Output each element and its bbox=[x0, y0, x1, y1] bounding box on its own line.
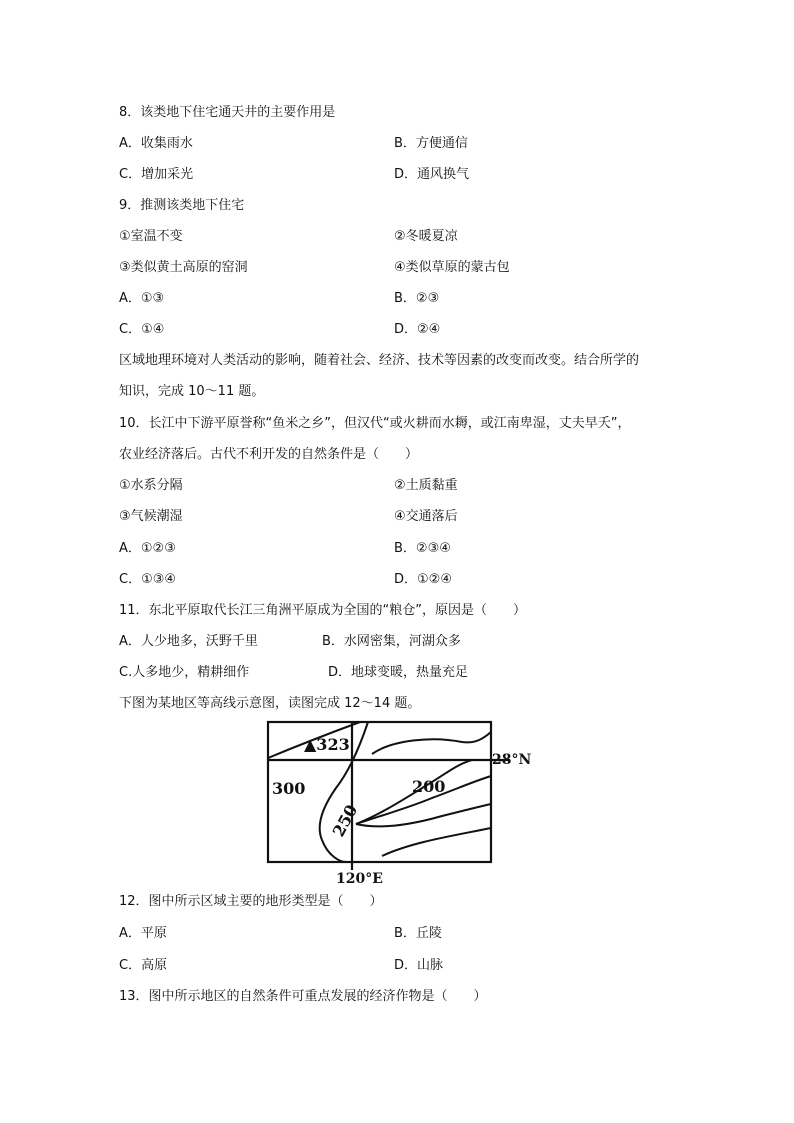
q9-stem: 9．推测该类地下住宅 bbox=[119, 198, 245, 213]
q10-statement-2: ②土质黏重 bbox=[394, 478, 458, 493]
q9-statement-3: ③类似黄土高原的窑洞 bbox=[119, 260, 248, 275]
latitude-label: 28°N bbox=[492, 752, 532, 768]
q9-statement-2: ②冬暖夏凉 bbox=[394, 229, 458, 244]
figure-intro: 下图为某地区等高线示意图，读图完成 12～14 题。 bbox=[119, 696, 421, 711]
contour-label-250: 250 bbox=[328, 801, 362, 840]
q9-statement-4: ④类似草原的蒙古包 bbox=[394, 260, 510, 275]
contour-line-ridge bbox=[372, 732, 491, 754]
q8-option-d: D．通风换气 bbox=[394, 167, 470, 182]
q12-stem: 12．图中所示区域主要的地形类型是（ ） bbox=[119, 894, 383, 909]
q8-stem: 8．该类地下住宅通天井的主要作用是 bbox=[119, 105, 336, 120]
q8-option-c: C．增加采光 bbox=[119, 167, 194, 182]
q8-option-b: B．方便通信 bbox=[394, 136, 468, 151]
q9-option-c: C．①④ bbox=[119, 322, 165, 337]
q10-option-d: D．①②④ bbox=[394, 572, 452, 587]
q9-option-a: A．①③ bbox=[119, 291, 165, 306]
q11-stem: 11．东北平原取代长江三角洲平原成为全国的“粮仓”，原因是（ ） bbox=[119, 603, 527, 618]
q13-stem: 13．图中所示地区的自然条件可重点发展的经济作物是（ ） bbox=[119, 989, 487, 1004]
q12-option-d: D．山脉 bbox=[394, 958, 444, 973]
q10-option-c: C．①③④ bbox=[119, 572, 177, 587]
q11-option-c: C.人多地少，精耕细作 bbox=[119, 665, 250, 680]
contour-label-200: 200 bbox=[412, 777, 446, 796]
q10-option-a: A．①②③ bbox=[119, 541, 176, 556]
peak-label: ▲323 bbox=[304, 735, 350, 754]
q10-stem-line-1: 10．长江中下游平原誉称“鱼米之乡”，但汉代“或火耕而水耨，或江南卑湿，丈夫早夭”， bbox=[119, 416, 631, 431]
q11-option-b: B．水网密集，河湖众多 bbox=[322, 634, 461, 649]
longitude-label: 120°E bbox=[336, 871, 383, 886]
contour-label-300: 300 bbox=[272, 779, 306, 798]
contour-line-valley-2 bbox=[382, 828, 491, 856]
q9-option-d: D．②④ bbox=[394, 322, 441, 337]
q10-statement-3: ③气候潮湿 bbox=[119, 509, 183, 524]
q12-option-a: A．平原 bbox=[119, 926, 167, 941]
q12-option-b: B．丘陵 bbox=[394, 926, 442, 941]
q11-option-a: A．人少地多，沃野千里 bbox=[119, 634, 258, 649]
q9-statement-1: ①室温不变 bbox=[119, 229, 183, 244]
passage-intro-line-2: 知识，完成 10～11 题。 bbox=[119, 384, 265, 399]
q9-option-b: B．②③ bbox=[394, 291, 440, 306]
q12-option-c: C．高原 bbox=[119, 958, 168, 973]
q8-option-a: A．收集雨水 bbox=[119, 136, 193, 151]
q10-stem-line-2: 农业经济落后。古代不利开发的自然条件是（ ） bbox=[119, 447, 419, 462]
passage-intro-line-1: 区域地理环境对人类活动的影响，随着社会、经济、技术等因素的改变而改变。结合所学的 bbox=[119, 353, 640, 368]
q10-statement-4: ④交通落后 bbox=[394, 509, 458, 524]
q10-option-b: B．②③④ bbox=[394, 541, 451, 556]
q11-option-d: D．地球变暖，热量充足 bbox=[328, 665, 469, 680]
contour-map bbox=[262, 716, 542, 886]
q10-statement-1: ①水系分隔 bbox=[119, 478, 183, 493]
